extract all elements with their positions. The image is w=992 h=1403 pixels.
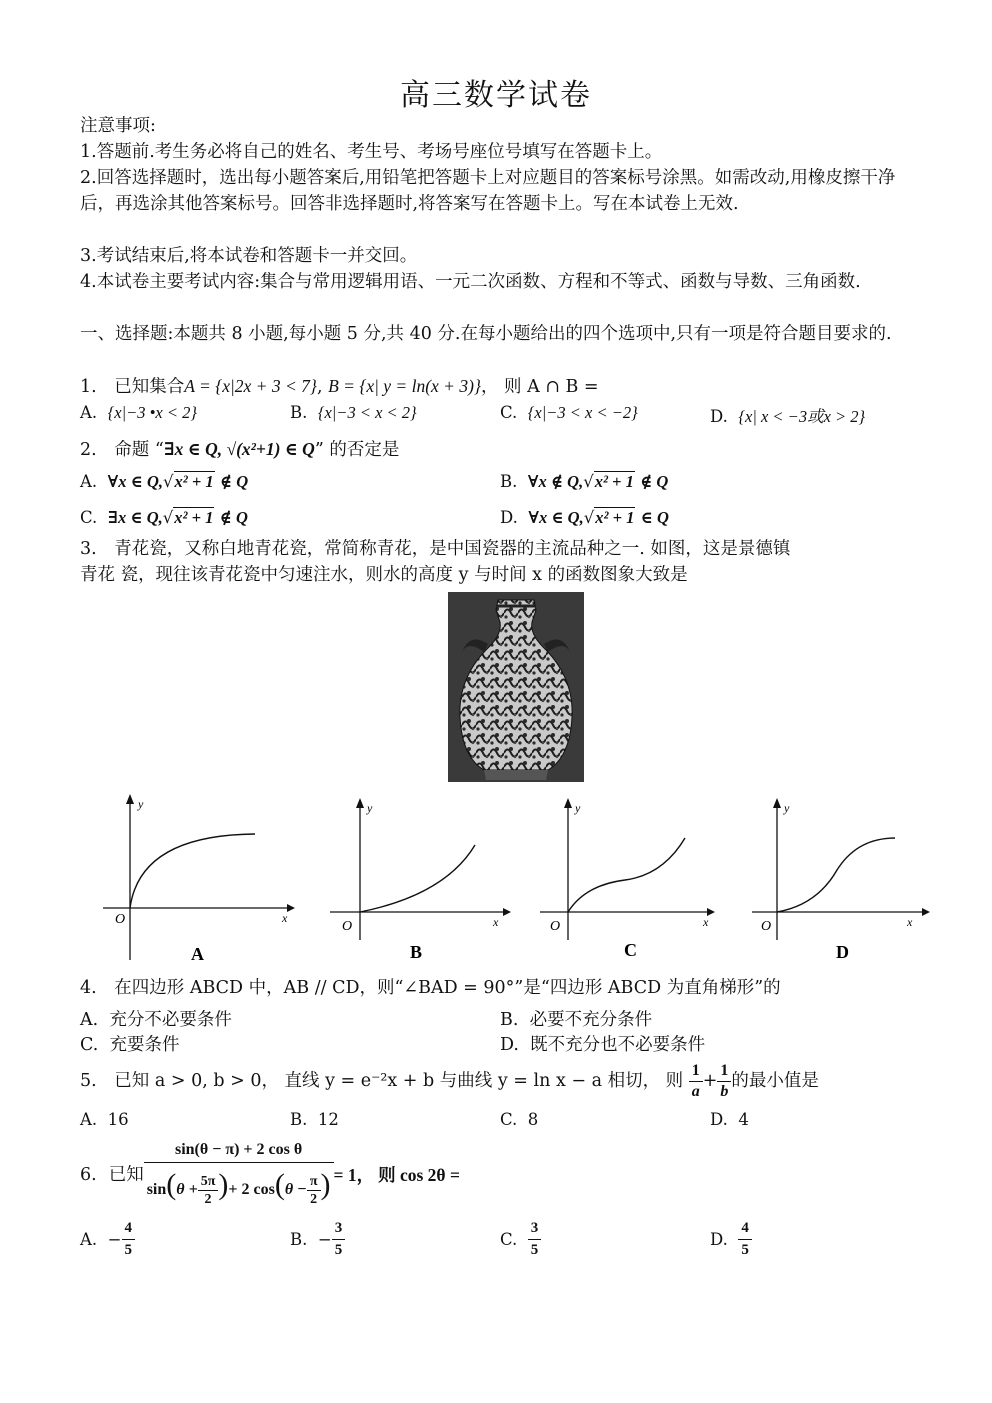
note-item-1: 1.答题前.考生务必将自己的姓名、考生号、考场号座位号填写在答题卡上。: [80, 142, 663, 162]
x-label: x: [703, 915, 709, 929]
graph-a: [95, 790, 295, 965]
relation: ∉ Q: [219, 508, 248, 527]
relation: ∉ Q: [219, 472, 249, 491]
graph-label: B: [410, 942, 423, 962]
q6-option-a: [80, 1218, 135, 1261]
den-arg-2: θ −: [284, 1181, 307, 1198]
option-label: A.: [80, 472, 98, 491]
option-label: D.: [500, 1035, 519, 1055]
x-label: x: [282, 911, 288, 925]
q5-option-a: [80, 1110, 129, 1129]
denominator: b: [720, 1083, 729, 1100]
option-label: B.: [290, 403, 308, 422]
graph-label: C: [624, 940, 637, 960]
vase-image: [448, 592, 584, 782]
x-arrow: [287, 904, 295, 912]
radicand: x² + 1: [594, 472, 634, 491]
option-text: {x| x < −3或x > 2}: [738, 407, 866, 426]
q5-number: 5.: [80, 1071, 97, 1091]
q4-option-c: [80, 1031, 179, 1056]
option-label: D.: [500, 508, 518, 527]
note-item-4: 4.本试卷主要考试内容:集合与常用逻辑用语、一元二次函数、方程和不等式、函数与导数、三角函数.: [80, 272, 861, 292]
q2-suffix: ” 的否定是: [314, 440, 400, 460]
q1-set-b: B = {x| y = ln(x + 3)}: [328, 376, 481, 396]
option-text: 充要条件: [109, 1035, 180, 1055]
denominator: 2: [310, 1191, 318, 1207]
numerator: 3: [528, 1218, 542, 1240]
numerator: 5π: [198, 1173, 219, 1191]
den-frac-1: [198, 1173, 219, 1208]
den-sin: sin: [146, 1181, 167, 1198]
curve: [568, 838, 685, 912]
y-label: y: [367, 801, 373, 815]
x-arrow: [503, 908, 511, 916]
quantifier: ∀x ∉ Q,: [527, 472, 584, 491]
section-heading: 一、选择题:本题共 8 小题,每小题 5 分,共 40 分.在每小题给出的四个选项中,只有一项是符合题目要求的.: [80, 324, 892, 344]
y-label: y: [138, 797, 144, 811]
x-label: x: [907, 915, 913, 929]
origin-label: O: [115, 912, 126, 927]
q3-line-1: 青花瓷，又称白地青花瓷，常简称青花，是中国瓷器的主流品种之一. 如图，这是景德镇: [114, 539, 791, 559]
option-label: D.: [710, 1110, 728, 1129]
option-label: C.: [80, 1035, 99, 1055]
relation: ∉ Q: [640, 472, 669, 491]
question-2: [80, 436, 910, 463]
q5-option-b: [290, 1110, 339, 1129]
numerator: 4: [738, 1218, 752, 1240]
origin-label: O: [342, 919, 353, 934]
curve: [130, 834, 255, 908]
option-text: 必要不充分条件: [529, 1010, 653, 1030]
den-frac-2: [307, 1173, 321, 1208]
option-text: {x|−3 < x < 2}: [317, 403, 417, 422]
option-fraction: [738, 1218, 752, 1261]
option-sign: −: [107, 1230, 122, 1249]
y-label: y: [575, 801, 581, 815]
q2-statement: ∃x ∈ Q, √(x²+1) ∈ Q: [163, 439, 315, 459]
q5-option-c: [500, 1110, 538, 1129]
question-6: [80, 1136, 910, 1214]
denominator: a: [691, 1083, 700, 1100]
numerator: 1: [717, 1061, 731, 1082]
y-arrow: [356, 798, 364, 808]
page-title: 高三数学试卷: [400, 78, 592, 113]
denominator: 2: [204, 1191, 212, 1207]
x-label: x: [493, 915, 499, 929]
question-3: [80, 536, 910, 562]
q2-option-c: C. ∃x ∈ Q,√x² + 1 ∉ Q: [80, 508, 248, 527]
option-fraction: [122, 1218, 136, 1261]
q1-number: 1.: [80, 377, 97, 397]
numerator: π: [307, 1173, 321, 1191]
option-label: B.: [500, 1010, 519, 1030]
option-text: {x|−3 •x < 2}: [107, 403, 197, 422]
q4-option-b: [500, 1006, 652, 1031]
q3-number: 3.: [80, 539, 97, 559]
q5-text-b: 的最小值是: [731, 1071, 819, 1091]
option-text: 4: [738, 1110, 749, 1129]
q5-fraction-2: [717, 1061, 731, 1102]
radicand: x² + 1: [174, 508, 214, 527]
quantifier: ∃x ∈ Q,: [107, 508, 163, 527]
y-arrow: [564, 798, 572, 808]
option-label: C.: [500, 403, 518, 422]
notes-heading: 注意事项:: [80, 116, 156, 136]
q4-option-d: [500, 1031, 705, 1056]
q1-option-d: [710, 403, 865, 427]
y-label: y: [784, 801, 790, 815]
relation: ∈ Q: [640, 508, 669, 527]
note-item-2: 2.回答选择题时，选出每小题答案后,用铅笔把答题卡上对应题目的答案标号涂黑。如需改动,用橡皮擦干净后，再选涂其他答案标号。回答非选择题时,将答案写在答题卡上。写在本试卷上无效.: [80, 168, 896, 214]
q6-number: 6.: [80, 1165, 97, 1185]
option-label: C.: [80, 508, 98, 527]
option-sign: −: [317, 1230, 332, 1249]
y-arrow: [126, 794, 134, 804]
q5-option-d: [710, 1110, 749, 1129]
q4-option-a: [80, 1006, 232, 1031]
q1-set-a: A = {x|2x + 3 < 7}: [184, 376, 317, 396]
option-label: A.: [80, 403, 98, 422]
q6-rhs: = 1，: [333, 1165, 375, 1185]
quantifier: ∀x ∈ Q,: [107, 472, 164, 491]
x-arrow: [922, 908, 930, 916]
q2-number: 2.: [80, 440, 97, 460]
q4-number: 4.: [80, 978, 97, 998]
q6-option-b: [290, 1218, 345, 1261]
option-fraction: [332, 1218, 346, 1261]
numerator: sin(θ − π) + 2 cos θ: [144, 1138, 334, 1163]
option-fraction: [528, 1218, 542, 1261]
den-cos: + 2 cos: [228, 1181, 275, 1198]
q6-prefix: 已知: [108, 1165, 144, 1185]
option-label: C.: [500, 1110, 518, 1129]
option-label: A.: [80, 1110, 98, 1129]
option-text: 16: [107, 1110, 129, 1129]
numerator: 1: [689, 1061, 703, 1082]
option-label: B.: [500, 472, 518, 491]
question-4: [80, 975, 910, 1001]
question-5: [80, 1058, 910, 1104]
option-label: D.: [710, 407, 728, 426]
q6-fraction: [144, 1138, 334, 1212]
option-label: A.: [80, 1010, 99, 1030]
y-arrow: [773, 798, 781, 808]
quantifier: ∀x ∈ Q,: [528, 508, 584, 527]
origin-label: O: [550, 919, 561, 934]
q6-option-d: [710, 1218, 752, 1261]
graph-label: A: [191, 944, 204, 964]
q2-option-d: D. ∀x ∈ Q,√x² + 1 ∈ Q: [500, 508, 669, 527]
denominator: sin(θ + $\frac{5\pi}{2}$ )+ 2 cos(θ − $\frac{\pi}{2}$ ): [146, 1168, 331, 1207]
denominator: 5: [530, 1242, 539, 1258]
q4-text: 在四边形 ABCD 中，AB // CD，则“∠BAD = 90°”是“四边形 ABCD 为直角梯形”的: [114, 978, 781, 998]
q5-fraction-1: [689, 1061, 703, 1102]
q2-prefix: 命题 “: [114, 440, 164, 460]
graph-d: [747, 790, 947, 965]
option-label: B.: [290, 1110, 308, 1129]
denominator: 5: [124, 1242, 132, 1258]
option-text: 既不充分也不必要条件: [530, 1035, 706, 1055]
q1-option-c: [500, 403, 638, 423]
option-text: 充分不必要条件: [109, 1010, 232, 1030]
radicand: x² + 1: [595, 508, 635, 527]
q1-option-a: [80, 403, 197, 423]
graph-label: D: [836, 942, 849, 962]
curve: [777, 838, 895, 912]
graph-c: [535, 790, 735, 965]
radicand: x² + 1: [174, 472, 214, 491]
option-label: C.: [500, 1230, 518, 1249]
curve: [360, 845, 475, 912]
q1-option-b: [290, 403, 417, 423]
origin-label: O: [761, 919, 772, 934]
q3-line-2: 青花 瓷，现往该青花瓷中匀速注水，则水的高度 y 与时间 x 的函数图象大致是: [80, 565, 688, 585]
q1-ask: ， 则 A ∩ B =: [480, 377, 599, 397]
option-text: 12: [317, 1110, 339, 1129]
q2-option-a: A. ∀x ∈ Q,√x² + 1 ∉ Q: [80, 472, 249, 491]
q1-prefix: 已知集合: [114, 377, 185, 397]
plus-sign: +: [702, 1071, 718, 1091]
option-label: A.: [80, 1230, 98, 1249]
question-1: 1. 已知集合A = {x|2x + 3 < 7}, B = {x| y = ln(x + 3)}， 则 A ∩ B =: [80, 376, 599, 397]
option-text: {x|−3 < x < −2}: [527, 403, 638, 422]
denominator: 5: [741, 1242, 749, 1258]
note-item-3: 3.考试结束后,将本试卷和答题卡一并交回。: [80, 246, 418, 266]
q2-option-b: B. ∀x ∉ Q,√x² + 1 ∉ Q: [500, 472, 669, 491]
numerator: 3: [332, 1218, 346, 1240]
graph-b: [325, 790, 525, 965]
den-arg-1: θ +: [176, 1181, 198, 1198]
option-label: D.: [710, 1230, 728, 1249]
denominator: 5: [334, 1242, 343, 1258]
option-text: 8: [527, 1110, 539, 1129]
option-label: B.: [290, 1230, 308, 1249]
numerator: 4: [122, 1218, 136, 1240]
q6-ask: 则 cos 2θ =: [378, 1165, 460, 1185]
q5-text-a: 已知 a > 0, b > 0， 直线 y = e⁻²x + b 与曲线 y = ln x − a 相切， 则: [114, 1071, 684, 1091]
q6-option-c: [500, 1218, 541, 1261]
